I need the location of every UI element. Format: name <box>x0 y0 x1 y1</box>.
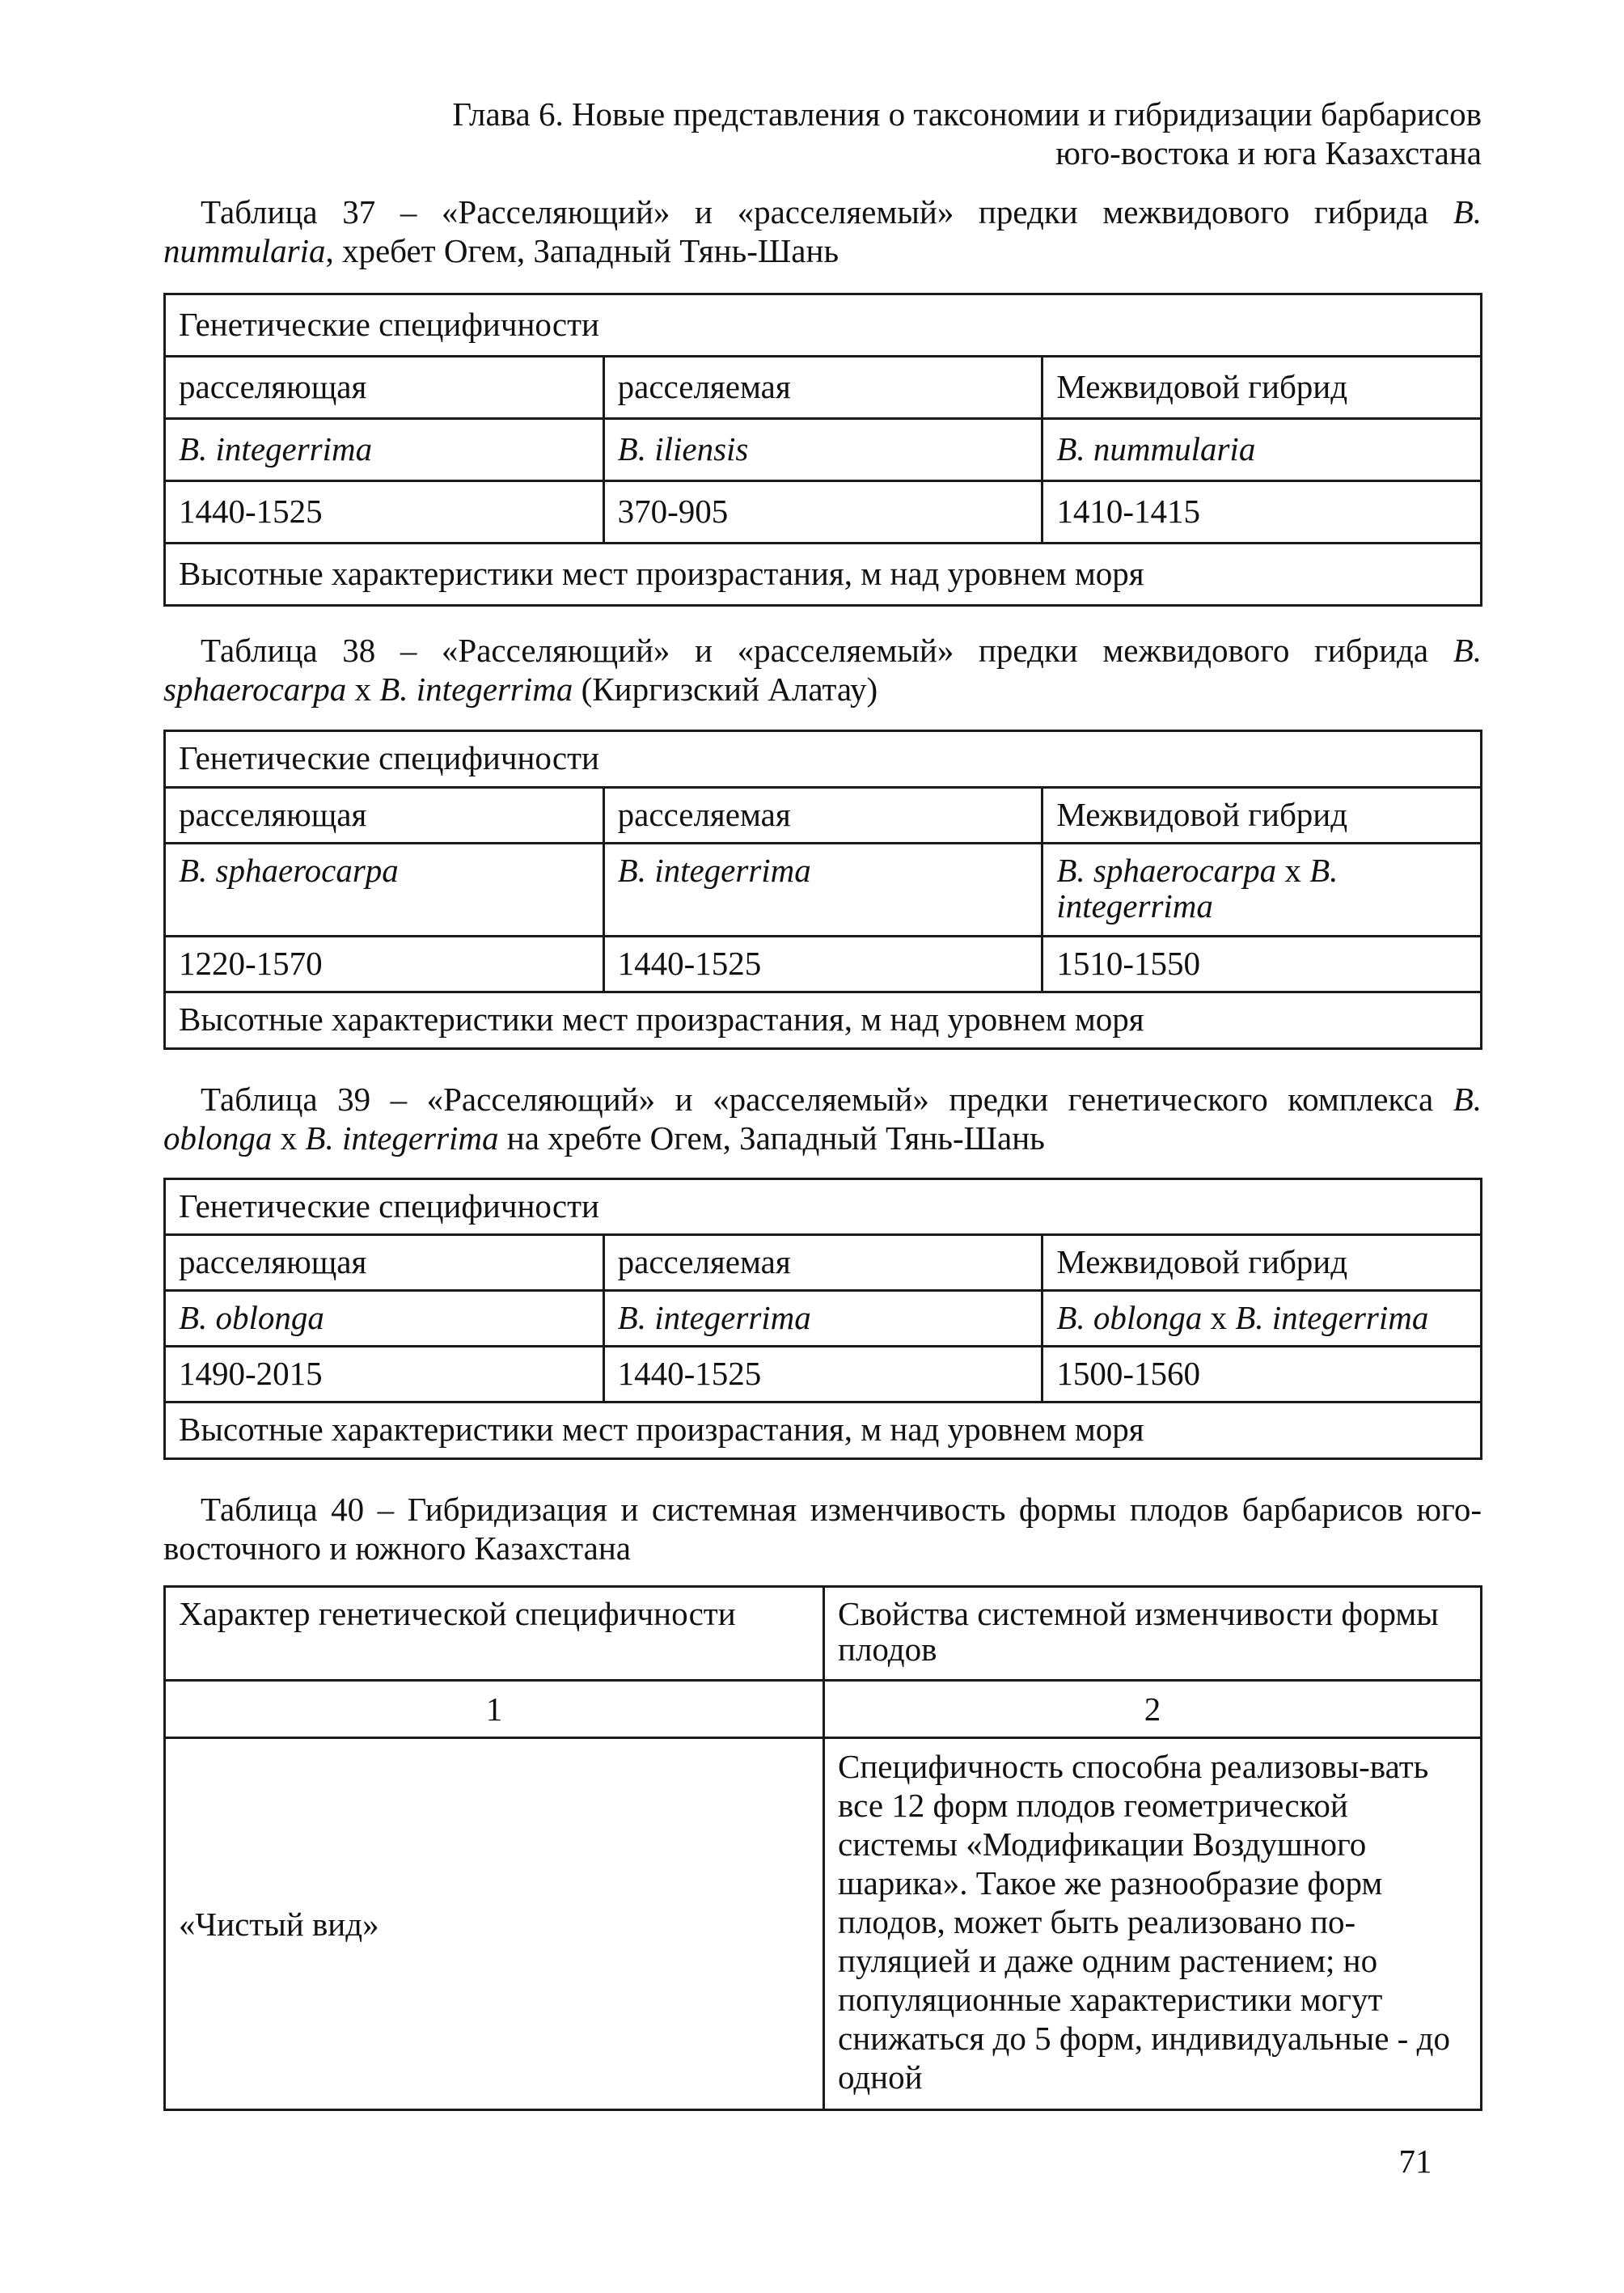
caption-text: , хребет Огем, Западный Тянь-Шань <box>325 232 839 269</box>
species-name: B. sphaerocarpa <box>1056 852 1277 889</box>
column-header: расселяемая <box>617 1243 791 1280</box>
table-39 <box>163 1178 1482 1460</box>
table-row <box>165 419 1482 481</box>
caption-species: B. integerrima <box>379 671 573 708</box>
species-name: B. integerrima <box>1056 852 1339 924</box>
species-cell: B. sphaerocarpa <box>179 852 399 889</box>
table-37 <box>163 293 1482 607</box>
column-number: 1 <box>485 1690 503 1728</box>
caption-text: x <box>346 671 380 708</box>
table-header: Генетические специфичности <box>179 1187 599 1225</box>
species-name: B. integerrima <box>1235 1299 1429 1336</box>
column-header: Характер генетической специфичности <box>179 1595 736 1632</box>
caption-text: на хребте Огем, Западный Тянь-Шань <box>498 1119 1045 1157</box>
table-footer: Высотные характеристики мест произрастания, м над уровнем моря <box>179 555 1144 592</box>
column-header: расселяющая <box>179 796 367 833</box>
table-row <box>165 481 1482 544</box>
table-40 <box>163 1585 1482 2111</box>
caption-species: B. sphaerocarpa <box>163 632 1482 708</box>
caption-text: x <box>272 1119 306 1157</box>
column-header: расселяющая <box>179 1243 367 1280</box>
column-header: расселяемая <box>617 368 791 405</box>
species-cell: B. integerrima <box>179 430 373 467</box>
species-cell: B. iliensis <box>617 430 749 467</box>
column-header: Свойства системной изменчивости формы плодов <box>838 1595 1439 1668</box>
caption-species: B. nummularia <box>163 193 1482 269</box>
species-cell: B. integerrima <box>617 852 811 889</box>
cross-sign: x <box>1276 852 1310 889</box>
altitude-cell: 1440-1525 <box>617 945 762 982</box>
caption-text: Таблица 37 – «Расселяющий» и «расселяемый» предки межвидового гибрида <box>201 193 1453 231</box>
character-cell: «Чистый вид» <box>179 1905 379 1943</box>
table-37-caption <box>163 192 1482 270</box>
altitude-cell: 1490-2015 <box>179 1355 323 1392</box>
column-header: Межвидовой гибрид <box>1056 796 1348 833</box>
altitude-cell: 1440-1525 <box>179 493 323 530</box>
table-39-caption <box>163 1080 1482 1157</box>
running-head <box>163 95 1482 172</box>
altitude-cell: 1220-1570 <box>179 945 323 982</box>
column-header-cell <box>603 357 1042 419</box>
table-row <box>165 1291 1482 1347</box>
column-header-cell <box>165 357 604 419</box>
table-row <box>165 1738 1482 2110</box>
species-cell: B. oblonga <box>179 1299 324 1336</box>
running-head-line-2: юго-востока и юга Казахстана <box>1055 134 1482 171</box>
running-head-line-1: Глава 6. Новые представления о таксономии и гибридизации барбарисов <box>452 95 1482 133</box>
altitude-cell: 1410-1415 <box>1056 493 1200 530</box>
species-cell: B. integerrima <box>617 1299 811 1336</box>
caption-species: B. integerrima <box>305 1119 499 1157</box>
table-header-cell <box>165 294 1482 357</box>
column-header: расселяемая <box>617 796 791 833</box>
column-header-cell <box>1042 357 1482 419</box>
table-header: Генетические специфичности <box>179 739 599 776</box>
table-row <box>165 1347 1482 1402</box>
hybrid-cell <box>1056 844 1467 924</box>
page-number: 71 <box>1398 2143 1432 2180</box>
caption-species: B. oblonga <box>163 1081 1482 1157</box>
table-header: Генетические специфичности <box>179 306 599 343</box>
column-header: расселяющая <box>179 368 367 405</box>
altitude-cell: 1500-1560 <box>1056 1355 1200 1392</box>
species-cell: B. nummularia <box>1056 430 1256 467</box>
column-header: Межвидовой гибрид <box>1056 1243 1348 1280</box>
altitude-cell: 1510-1550 <box>1056 945 1200 982</box>
caption-text: Таблица 38 – «Расселяющий» и «расселяемый» предки межвидового гибрида <box>201 632 1453 669</box>
altitude-cell: 1440-1525 <box>617 1355 762 1392</box>
table-40-caption: Таблица 40 – Гибридизация и системная изменчивость формы плодов барбарисов юго-восточного и южного Казахстана <box>163 1491 1482 1567</box>
table-row <box>165 844 1482 937</box>
species-name: B. oblonga <box>1056 1299 1203 1336</box>
properties-cell: Специфичность способна реализовы-вать все 12 форм плодов геометрической системы «Модификации Воздушного шарика». Такое же разнообразие форм плодов, может быть реализовано по-пуляцией и даже одним растением; но популяционные характеристики могут снижаться до 5 форм, индивидуальные - до одной <box>838 1748 1450 2096</box>
table-footer: Высотные характеристики мест произрастания, м над уровнем моря <box>179 1001 1144 1038</box>
altitude-cell: 370-905 <box>617 493 729 530</box>
table-38-caption <box>163 631 1482 709</box>
hybrid-cell <box>1056 1292 1467 1335</box>
table-38 <box>163 730 1482 1050</box>
cross-sign: x <box>1202 1299 1236 1336</box>
column-header: Межвидовой гибрид <box>1056 368 1348 405</box>
column-number: 2 <box>1144 1690 1161 1728</box>
caption-text: Таблица 39 – «Расселяющий» и «расселяемый» предки генетического комплекса <box>201 1081 1453 1118</box>
caption-text: (Киргизский Алатау) <box>573 671 878 708</box>
table-footer: Высотные характеристики мест произрастания, м над уровнем моря <box>179 1411 1144 1448</box>
table-row <box>165 937 1482 992</box>
